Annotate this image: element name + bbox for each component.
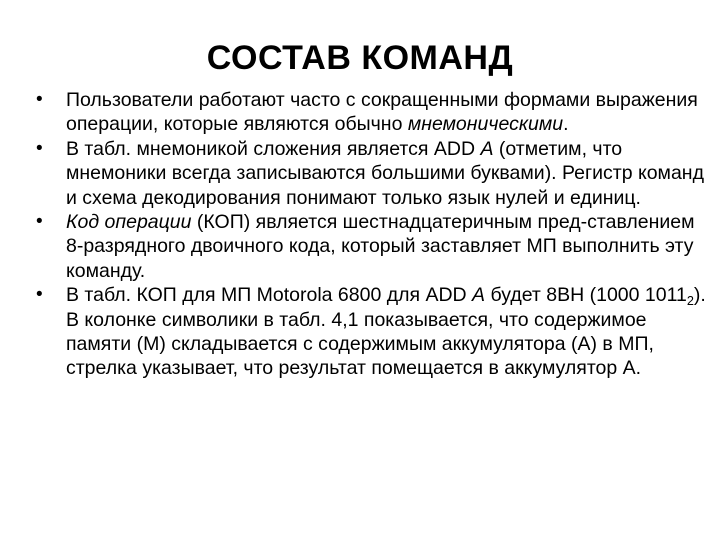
- bullet-dot-icon: •: [36, 137, 43, 159]
- bullet-text: ). В колонке символики в табл. 4,1 показывается, что содержимое памяти (М) складывается с содержимым аккумулятора (А) в МП, стрелка указывает, что результат помещается в аккумулятор А.: [66, 284, 706, 380]
- bullet-item-4: [36, 283, 708, 381]
- bullet-italic-term: мнемоническими: [407, 113, 564, 136]
- bullet-item-2: [36, 137, 708, 210]
- bullet-item-3: [36, 210, 708, 283]
- bullet-italic-term: Код операции: [66, 211, 192, 234]
- bullet-list: [36, 88, 708, 381]
- bullet-item-1: [36, 88, 708, 137]
- bullet-dot-icon: •: [36, 284, 43, 306]
- bullet-text: В табл. мнемоникой сложения является ADD: [66, 137, 481, 160]
- binary-subscript: 2: [686, 294, 694, 309]
- bullet-text: .: [563, 113, 569, 136]
- bullet-text: (отметим, что мнемоники всегда записываются большими буквами). Регистр команд и схема декодирования понимают только язык нулей и единиц.: [66, 137, 704, 209]
- bullet-dot-icon: •: [36, 89, 43, 110]
- bullet-text: будет 8ВН (1000 1011: [485, 284, 687, 307]
- bullet-italic-term: A: [480, 137, 494, 160]
- bullet-italic-term: A: [472, 284, 486, 307]
- bullet-text: В табл. КОП для МП Motorola 6800 для ADD: [66, 284, 473, 307]
- slide-title: СОСТАВ КОМАНД: [206, 39, 514, 77]
- bullet-dot-icon: •: [36, 211, 43, 233]
- bullet-text: (КОП) является шестнадцатеричным пред-ставлением 8-разрядного двоичного кода, который заставляет МП выполнить эту команду.: [66, 211, 695, 282]
- bullet-text: Пользователи работают часто с сокращенными формами выражения операции, которые являются обычно: [66, 89, 698, 136]
